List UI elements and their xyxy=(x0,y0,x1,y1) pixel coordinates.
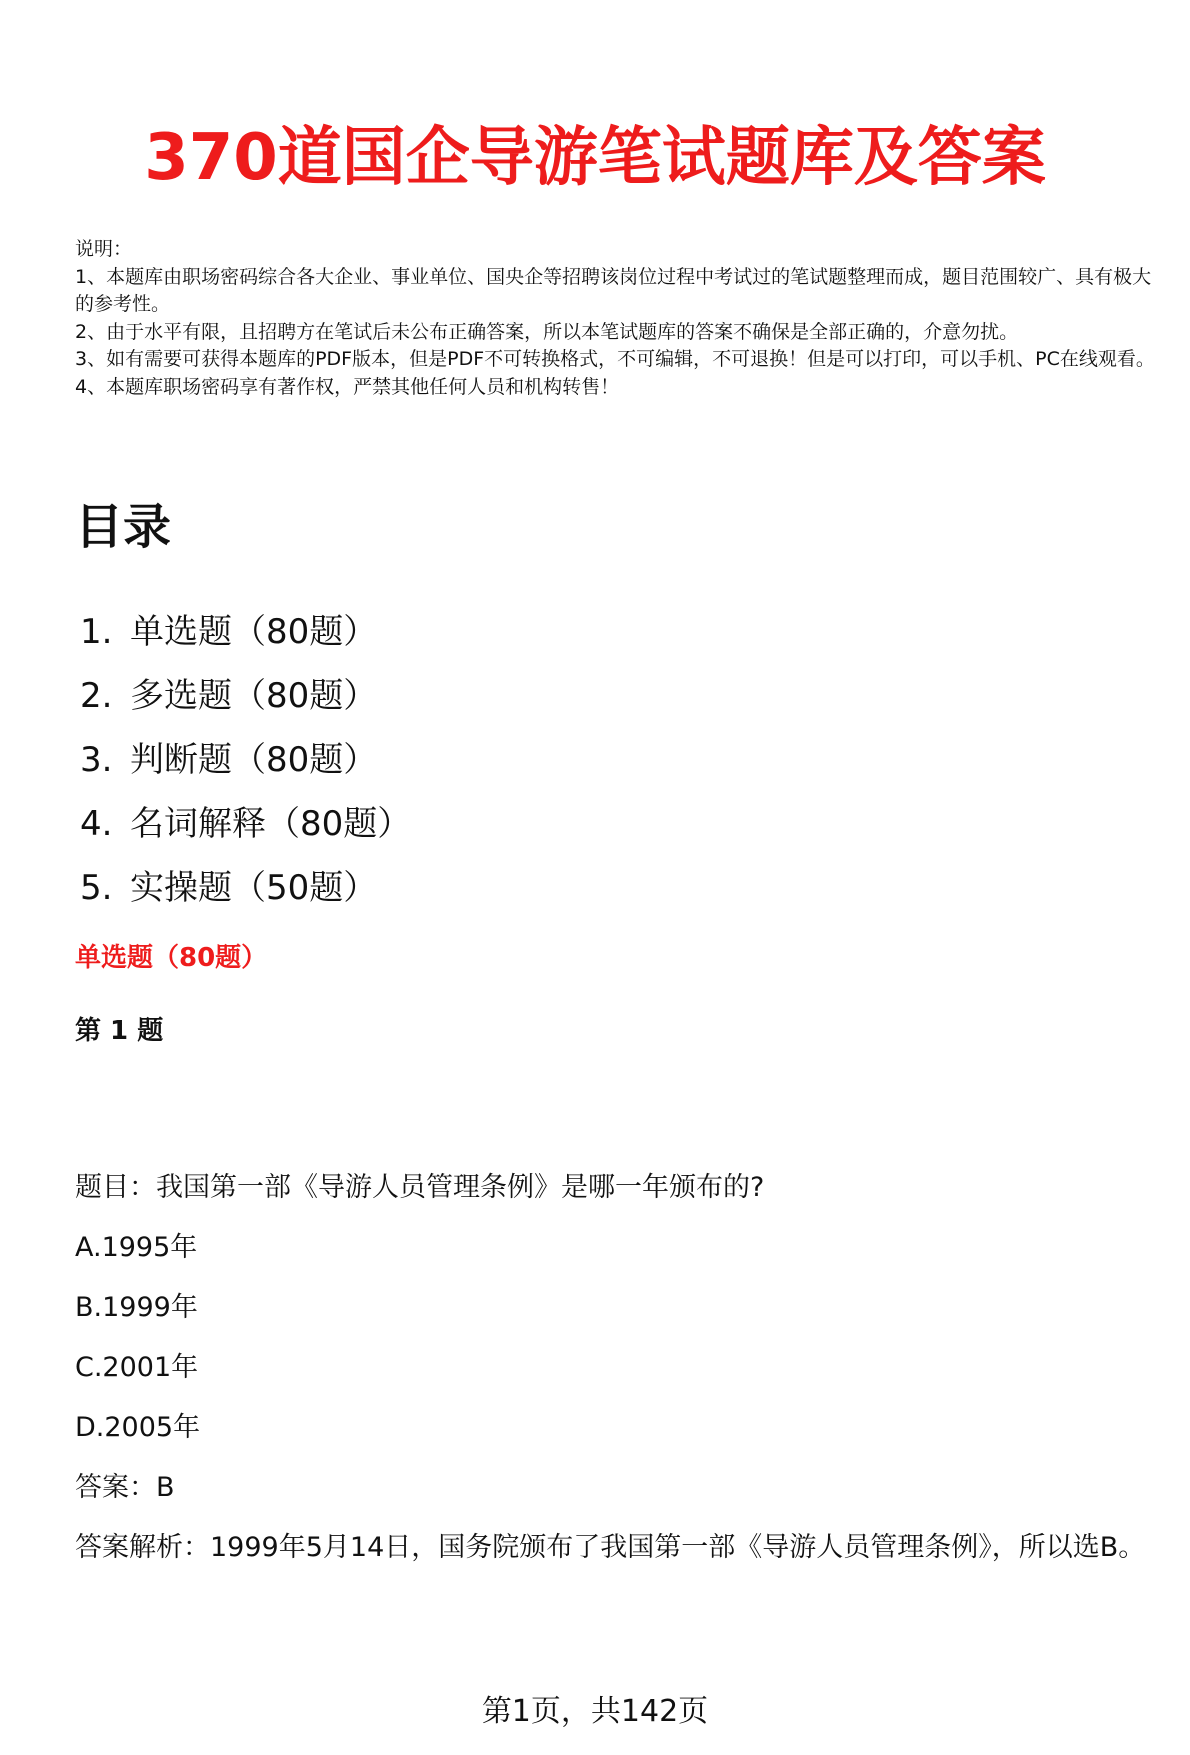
note-item-3: 3、如有需要可获得本题库的PDF版本，但是PDF不可转换格式，不可编辑，不可退换！但是可以打印，可以手机、PC在线观看。 xyxy=(75,348,1155,370)
option-d: D.2005年 xyxy=(75,1412,201,1443)
toc-item-number: 2. xyxy=(80,676,113,716)
toc-item-number: 5. xyxy=(80,868,113,908)
toc-item-practical[interactable] xyxy=(80,856,411,920)
note-item-4: 4、本题库职场密码享有著作权，严禁其他任何人员和机构转售！ xyxy=(75,375,620,398)
toc-item-label: 名词解释（80题） xyxy=(130,804,412,844)
toc-item-number: 3. xyxy=(80,740,113,780)
question-content xyxy=(75,1168,1155,1578)
toc-item-number: 4. xyxy=(80,804,113,844)
note-item-1: 1、本题库由职场密码综合各大企业、事业单位、国央企等招聘该岗位过程中考试过的笔试题整理而成，题目范围较广、具有极大的参考性。 xyxy=(75,265,1152,315)
toc-item-single-choice[interactable] xyxy=(80,600,411,664)
toc-item-label: 多选题（80题） xyxy=(130,676,378,716)
toc-item-multiple-choice[interactable] xyxy=(80,664,411,728)
answer-explanation: 答案解析：1999年5月14日，国务院颁布了我国第一部《导游人员管理条例》，所以选B。 xyxy=(75,1532,1146,1563)
page-footer: 第1页，共142页 xyxy=(481,1694,709,1729)
answer: 答案：B xyxy=(75,1472,175,1503)
note-item-2: 2、由于水平有限，且招聘方在笔试后未公布正确答案，所以本笔试题库的答案不确保是全部正确的，介意勿扰。 xyxy=(75,320,1019,343)
section-title: 单选题（80题） xyxy=(75,943,268,973)
toc-item-label: 实操题（50题） xyxy=(130,868,378,908)
toc-heading: 目录 xyxy=(75,499,172,555)
option-c: C.2001年 xyxy=(75,1352,199,1383)
notes-block xyxy=(75,236,1155,401)
toc-item-label: 单选题（80题） xyxy=(130,612,378,652)
toc-item-label: 判断题（80题） xyxy=(130,740,378,780)
toc-list xyxy=(80,600,411,920)
question-prompt: 题目：我国第一部《导游人员管理条例》是哪一年颁布的? xyxy=(75,1172,765,1203)
option-b: B.1999年 xyxy=(75,1292,198,1323)
toc-item-number: 1. xyxy=(80,612,113,652)
notes-heading: 说明： xyxy=(75,238,133,260)
toc-item-true-false[interactable] xyxy=(80,728,411,792)
question-number: 第 1 题 xyxy=(75,1016,164,1046)
toc-item-term-explanation[interactable] xyxy=(80,792,411,856)
document-title: 370道国企导游笔试题库及答案 xyxy=(144,121,1046,195)
option-a: A.1995年 xyxy=(75,1232,198,1263)
